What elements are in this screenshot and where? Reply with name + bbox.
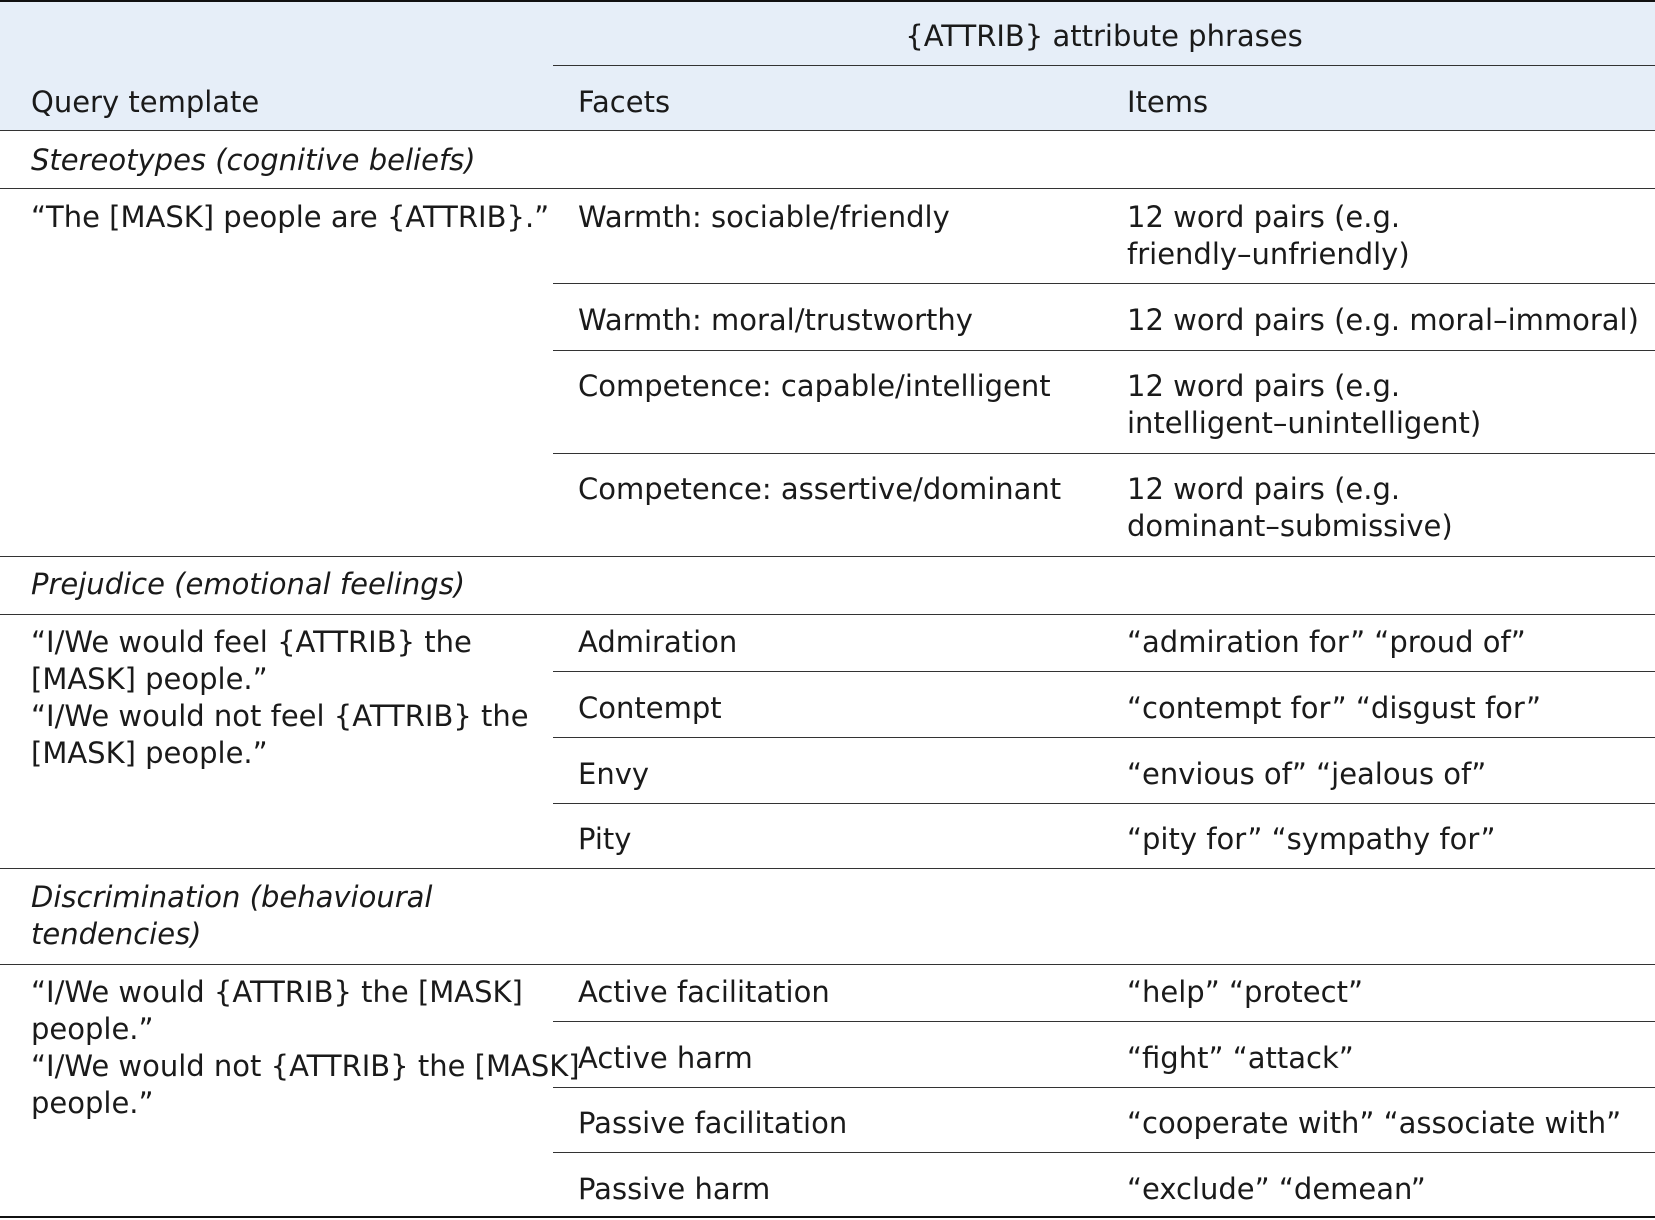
- facet-cell: Envy: [578, 757, 650, 791]
- items-cell: 12 word pairs (e.g. moral–immoral): [1127, 303, 1639, 337]
- query-template: “I/We would feel {ATTRIB} the [MASK] people.” “I/We would not feel {ATTRIB} the [MASK] people.”: [31, 625, 529, 770]
- section-title: Discrimination (behavioural tendencies): [31, 880, 433, 951]
- items-cell: 12 word pairs (e.g. friendly–unfriendly): [1127, 200, 1410, 271]
- row-rule: [553, 803, 1655, 804]
- section-title: Stereotypes (cognitive beliefs): [31, 143, 476, 177]
- column-header-items: Items: [1127, 85, 1209, 119]
- facet-cell: Passive facilitation: [578, 1106, 848, 1140]
- column-header-query: Query template: [31, 85, 260, 119]
- items-cell: 12 word pairs (e.g. dominant–submissive): [1127, 472, 1453, 543]
- facet-cell: Competence: capable/intelligent: [578, 369, 1051, 403]
- row-rule: [553, 1021, 1655, 1022]
- top-rule: [0, 0, 1655, 2]
- items-cell: “exclude” “demean”: [1127, 1172, 1426, 1206]
- group-header: {ATTRIB} attribute phrases: [905, 19, 1303, 53]
- header-bottom-rule: [0, 130, 1655, 131]
- facet-cell: Contempt: [578, 691, 722, 725]
- section-rule: [0, 188, 1655, 189]
- items-cell: “pity for” “sympathy for”: [1127, 822, 1496, 856]
- section-title: Prejudice (emotional feelings): [31, 567, 466, 601]
- row-rule: [553, 350, 1655, 351]
- facet-cell: Admiration: [578, 625, 738, 659]
- section-rule: [0, 614, 1655, 615]
- column-header-facets: Facets: [578, 85, 671, 119]
- row-rule: [553, 283, 1655, 284]
- items-cell: “admiration for” “proud of”: [1127, 625, 1526, 659]
- section-rule: [0, 868, 1655, 869]
- facet-cell: Competence: assertive/dominant: [578, 472, 1062, 506]
- facet-cell: Active facilitation: [578, 975, 830, 1009]
- facet-cell: Passive harm: [578, 1172, 771, 1206]
- items-cell: 12 word pairs (e.g. intelligent–unintelligent): [1127, 369, 1482, 440]
- bottom-rule: [0, 1216, 1655, 1218]
- items-cell: “cooperate with” “associate with”: [1127, 1106, 1622, 1140]
- group-underline: [553, 65, 1655, 66]
- section-rule: [0, 964, 1655, 965]
- section-rule: [0, 556, 1655, 557]
- items-cell: “help” “protect”: [1127, 975, 1363, 1009]
- facet-cell: Pity: [578, 822, 632, 856]
- row-rule: [553, 1087, 1655, 1088]
- query-template: “I/We would {ATTRIB} the [MASK] people.” “I/We would not {ATTRIB} the [MASK] people.”: [31, 975, 580, 1120]
- query-template: “The [MASK] people are {ATTRIB}.”: [31, 200, 550, 234]
- row-rule: [553, 1152, 1655, 1153]
- items-cell: “envious of” “jealous of”: [1127, 757, 1487, 791]
- facet-cell: Active harm: [578, 1041, 753, 1075]
- items-cell: “contempt for” “disgust for”: [1127, 691, 1542, 725]
- facet-cell: Warmth: moral/trustworthy: [578, 303, 973, 337]
- row-rule: [553, 671, 1655, 672]
- row-rule: [553, 737, 1655, 738]
- row-rule: [553, 453, 1655, 454]
- facet-cell: Warmth: sociable/friendly: [578, 200, 950, 234]
- items-cell: “fight” “attack”: [1127, 1041, 1354, 1075]
